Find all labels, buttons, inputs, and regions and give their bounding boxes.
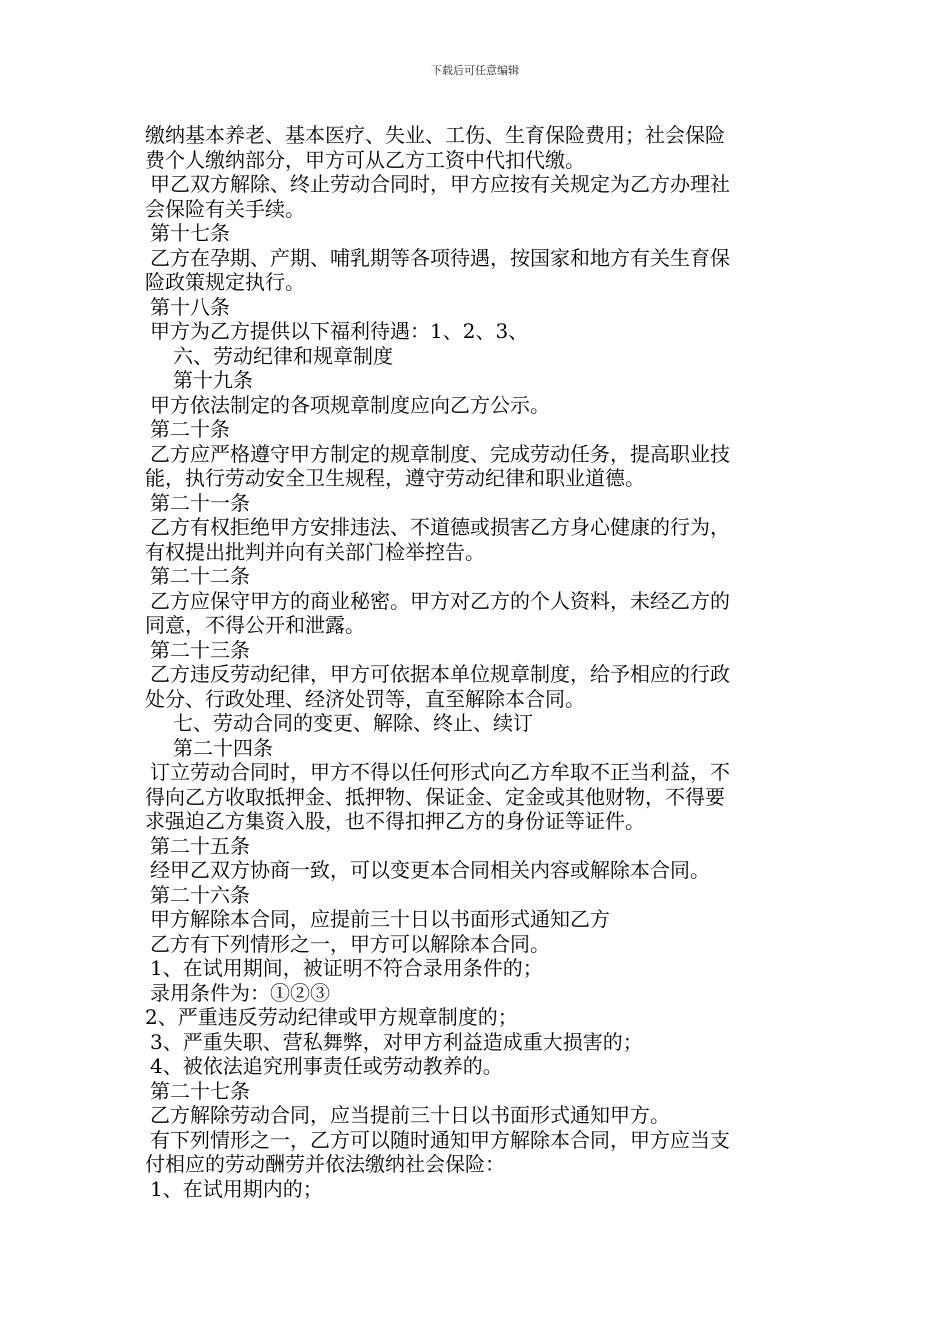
page-header: 下载后可任意编辑 [431,64,519,77]
text-line: 2、严重违反劳动纪律或甲方规章制度的； [145,1005,518,1029]
text-line: 经甲乙双方协商一致，可以变更本合同相关内容或解除本合同。 [150,858,710,882]
text-line: 缴纳基本养老、基本医疗、失业、工伤、生育保险费用；社会保险 [145,123,725,147]
text-line: 4、被依法追究刑事责任或劳动教养的。 [150,1054,503,1078]
text-line: 订立劳动合同时，甲方不得以任何形式向乙方牟取不正当利益，不 [150,760,730,784]
document-body [145,123,807,1201]
text-line: 七、劳动合同的变更、解除、终止、续订 [173,711,533,735]
text-line: 有下列情形之一，乙方可以随时通知甲方解除本合同，甲方应当支 [150,1127,730,1152]
text-line: 有权提出批判并向有关部门检举控告。 [145,539,485,564]
text-line: 乙方有下列情形之一，甲方可以解除本合同。 [150,931,550,956]
text-line: 乙方应保守甲方的商业秘密。甲方对乙方的个人资料，未经乙方的 [150,588,730,613]
text-line: 乙方违反劳动纪律，甲方可依据本单位规章制度，给予相应的行政 [150,662,730,686]
text-line: 费个人缴纳部分，甲方可从乙方工资中代扣代缴。 [145,147,585,172]
text-line: 同意，不得公开和泄露。 [145,613,365,637]
text-line: 第二十五条 [150,833,250,858]
text-line: 第二十三条 [150,637,250,662]
text-line: 第二十七条 [150,1078,250,1103]
text-line: 得向乙方收取抵押金、抵押物、保证金、定金或其他财物，不得要 [145,784,725,809]
text-line: 甲乙双方解除、终止劳动合同时，甲方应按有关规定为乙方办理社 [150,172,730,196]
text-line: 1、在试用期间，被证明不符合录用条件的； [150,956,543,980]
text-line: 能，执行劳动安全卫生规程，遵守劳动纪律和职业道德。 [145,466,645,490]
text-line: 求强迫乙方集资入股，也不得扣押乙方的身份证等证件。 [145,809,645,833]
text-line: 甲方为乙方提供以下福利待遇：1、2、3、 [150,319,529,343]
text-line: 乙方解除劳动合同，应当提前三十日以书面形式通知甲方。 [150,1103,670,1127]
text-line: 会保险有关手续。 [145,196,305,221]
text-line: 第十九条 [173,368,253,392]
text-line: 付相应的劳动酬劳并依法缴纳社会保险： [145,1152,505,1176]
text-line: 第十七条 [150,221,230,245]
text-line: 乙方应严格遵守甲方制定的规章制度、完成劳动任务，提高职业技 [150,441,730,466]
text-line: 3、严重失职、营私舞弊，对甲方利益造成重大损害的； [150,1029,643,1054]
text-line: 六、劳动纪律和规章制度 [173,343,393,368]
text-line: 第二十四条 [173,735,273,760]
text-line: 乙方有权拒绝甲方安排违法、不道德或损害乙方身心健康的行为， [150,515,730,539]
text-line: 第二十二条 [150,564,250,588]
text-line: 处分、行政处理、经济处罚等，直至解除本合同。 [145,686,585,711]
text-line: 第二十六条 [150,882,250,907]
text-line: 第二十一条 [150,490,250,515]
text-line: 甲方解除本合同，应提前三十日以书面形式通知乙方 [150,907,610,931]
text-line: 第十八条 [150,294,230,319]
text-line: 甲方依法制定的各项规章制度应向乙方公示。 [150,392,550,417]
text-line: 录用条件为：①②③ [150,980,330,1005]
text-line: 1、在试用期内的； [150,1176,323,1201]
text-line: 第二十条 [150,417,230,441]
text-line: 乙方在孕期、产期、哺乳期等各项待遇，按国家和地方有关生育保 [150,245,730,270]
text-line: 险政策规定执行。 [145,270,305,294]
